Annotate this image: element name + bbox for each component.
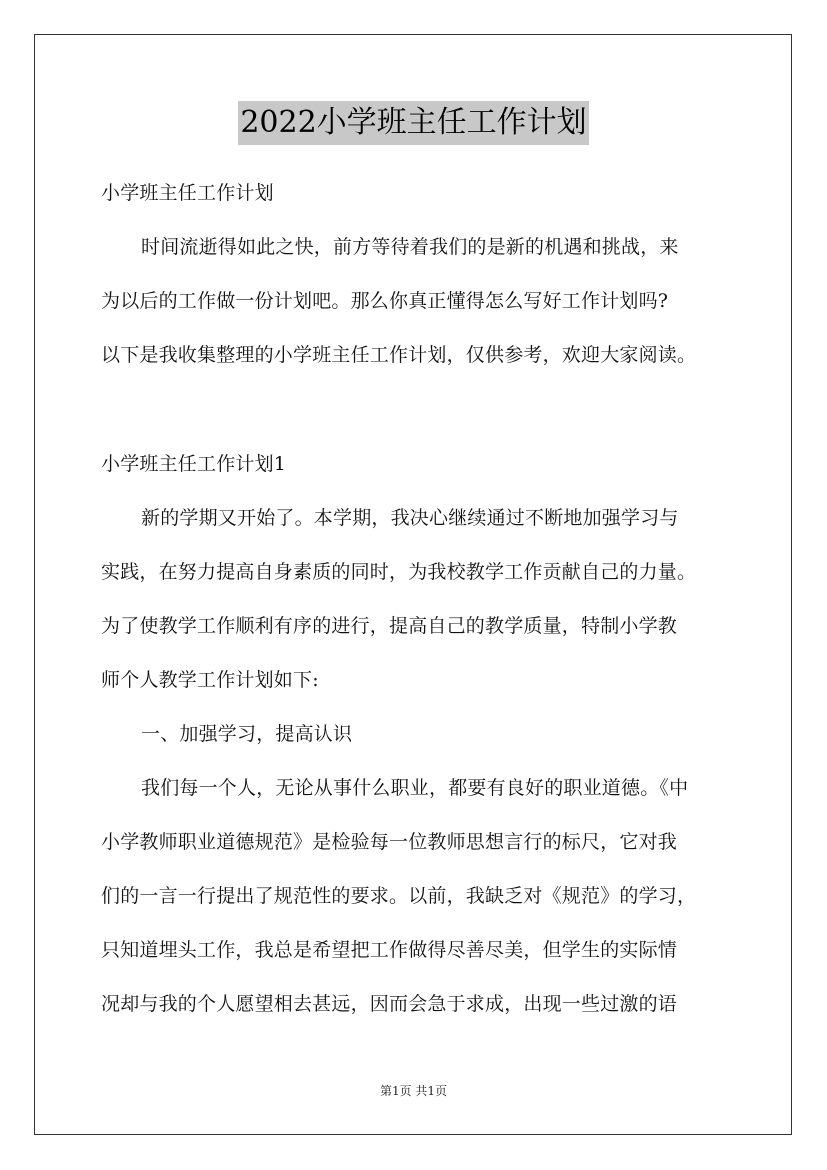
paragraph-line: 况却与我的个人愿望相去甚远，因而会急于求成，出现一些过激的语 bbox=[101, 993, 678, 1015]
paragraph-line: 小学教师职业道德规范》是检验每一位教师思想言行的标尺，它对我 bbox=[101, 831, 678, 853]
paragraph-line: 师个人教学工作计划如下: bbox=[101, 669, 319, 691]
section-heading: 小学班主任工作计划 bbox=[101, 182, 274, 204]
paragraph-line: 我们每一个人，无论从事什么职业，都要有良好的职业道德。《中 bbox=[141, 777, 689, 799]
paragraph-line: 新的学期又开始了。本学期，我决心继续通过不断地加强学习与 bbox=[141, 507, 679, 529]
paragraph-line: 只知道埋头工作，我总是希望把工作做得尽善尽美，但学生的实际情 bbox=[101, 939, 678, 961]
paragraph-line: 们的一言一行提出了规范性的要求。以前，我缺乏对《规范》的学习， bbox=[101, 885, 697, 907]
paragraph-line: 为以后的工作做一份计划吧。那么你真正懂得怎么写好工作计划吗? bbox=[101, 290, 669, 312]
page-number-footer: 第1页 共1页 bbox=[379, 1084, 448, 1098]
subsection-heading: 一、加强学习，提高认识 bbox=[141, 723, 353, 745]
section-heading: 小学班主任工作计划1 bbox=[101, 453, 287, 475]
document-title: 2022小学班主任工作计划 bbox=[238, 101, 588, 145]
paragraph-line: 以下是我收集整理的小学班主任工作计划，仅供参考，欢迎大家阅读。 bbox=[101, 344, 697, 366]
paragraph-line: 时间流逝得如此之快，前方等待着我们的是新的机遇和挑战，来 bbox=[141, 236, 679, 258]
paragraph-line: 为了使教学工作顺利有序的进行，提高自己的教学质量，特制小学教 bbox=[101, 615, 678, 637]
paragraph-line: 实践，在努力提高自身素质的同时，为我校教学工作贡献自己的力量。 bbox=[101, 561, 697, 583]
title-container bbox=[0, 101, 827, 145]
